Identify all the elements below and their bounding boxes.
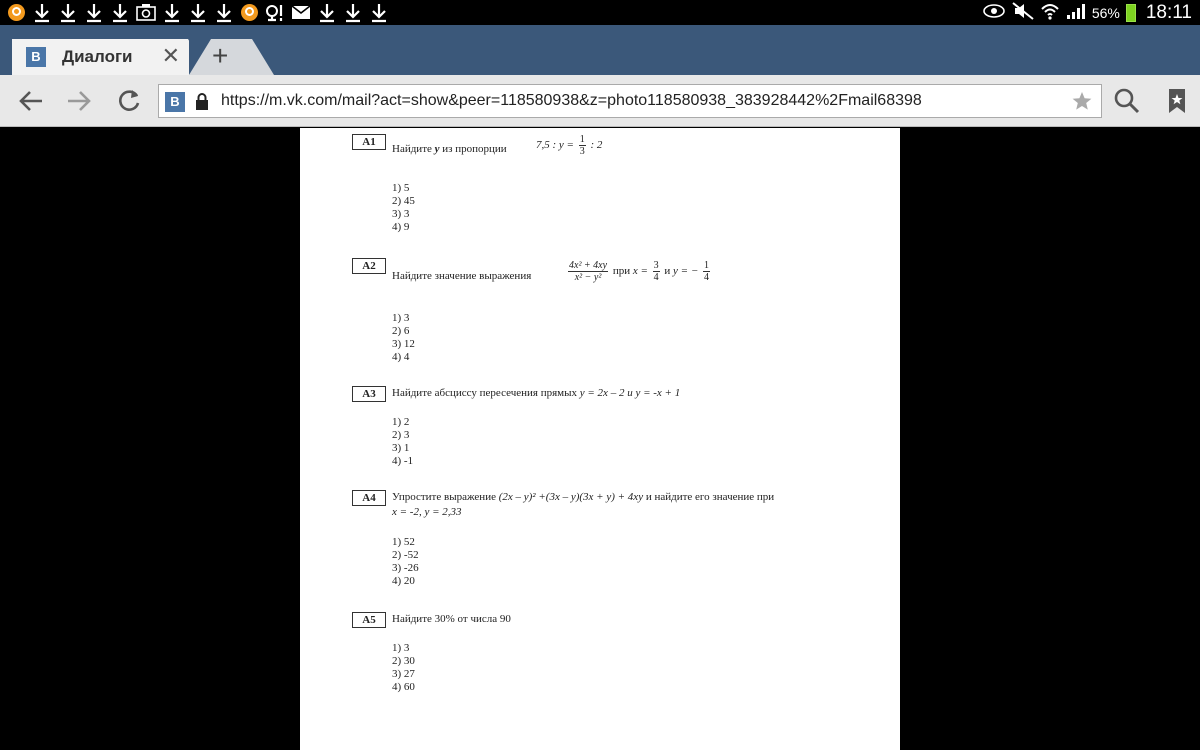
- download-icon: [368, 2, 390, 23]
- signal-icon: [1066, 2, 1086, 23]
- answer-list: [392, 416, 413, 468]
- bookmark-icon: [1162, 86, 1192, 116]
- clock: 18:11: [1145, 1, 1192, 23]
- system-icons: [982, 0, 1192, 25]
- answer-option: 1) 3: [392, 312, 410, 324]
- answer-option: 3) 3: [392, 208, 410, 220]
- answer-option: 4) 9: [392, 221, 410, 233]
- question-label: А2: [352, 258, 386, 274]
- bookmark-star-icon[interactable]: [1071, 90, 1093, 117]
- download-icon: [109, 2, 131, 23]
- answer-option: 1) 2: [392, 416, 410, 428]
- question-text: Найдите 30% от числа 90: [392, 613, 511, 625]
- question-label: А1: [352, 134, 386, 150]
- tab-dialogs[interactable]: [12, 39, 188, 75]
- question-text: Найдите значение выражения: [392, 270, 532, 282]
- answer-option: 4) -1: [392, 455, 414, 467]
- tab-title: Диалоги: [62, 47, 133, 66]
- answer-option: 1) 5: [392, 182, 410, 194]
- mail-icon: [290, 2, 312, 23]
- odnoklassniki-icon: [241, 4, 258, 21]
- tab-bar: [0, 25, 1200, 75]
- download-icon: [57, 2, 79, 23]
- download-icon: [31, 2, 53, 23]
- answer-list: [392, 312, 415, 364]
- question-label: А5: [352, 612, 386, 628]
- question-text: Найдите абсциссу пересечения прямых у = 2х – 2 и у = -х + 1: [392, 387, 681, 399]
- answer-option: 4) 20: [392, 575, 415, 587]
- answer-option: 3) 27: [392, 668, 415, 680]
- answer-option: 2) 6: [392, 325, 410, 337]
- answer-option: 2) 45: [392, 195, 415, 207]
- status-bar: [0, 0, 1200, 25]
- close-tab-icon[interactable]: ✕: [161, 43, 180, 68]
- forward-arrow-icon: [64, 86, 94, 116]
- battery-percent: 56%: [1091, 4, 1120, 21]
- mute-icon: [1012, 2, 1034, 23]
- back-arrow-icon: [16, 86, 46, 116]
- reload-icon: [114, 86, 144, 116]
- download-icon: [316, 2, 338, 23]
- search-button[interactable]: [1112, 86, 1142, 116]
- answer-option: 2) -52: [392, 549, 419, 561]
- answer-list: [392, 642, 415, 694]
- page-viewport: [0, 128, 1200, 750]
- question-text: Упростите выражение (2х – у)² +(3х – у)(3х + у) + 4ху и найдите его значение при: [392, 491, 775, 503]
- answer-option: 1) 52: [392, 536, 415, 548]
- question-label: А4: [352, 490, 386, 506]
- answer-option: 3) -26: [392, 562, 419, 574]
- bookmarks-button[interactable]: [1162, 86, 1192, 116]
- answer-option: 2) 30: [392, 655, 415, 667]
- answer-option: 4) 4: [392, 351, 410, 363]
- question-formula: 7,5 : у = $\frac{1}{3}$ : 2: [536, 134, 603, 157]
- plus-icon: +: [212, 40, 229, 71]
- odnoklassniki-icon: [8, 4, 25, 21]
- search-icon: [1112, 86, 1142, 116]
- download-icon: [83, 2, 105, 23]
- answer-option: 4) 60: [392, 681, 415, 693]
- answer-option: 3) 1: [392, 442, 410, 454]
- question-text-line2: х = -2, у = 2,33: [392, 506, 462, 518]
- question-formula: $\frac{\text{4x² + 4xy}}{\text{x² − y²}}$ при x = $\frac{3}{4}$ и y = − $\frac{1}{4}$: [569, 260, 710, 283]
- browser-toolbar: [0, 75, 1200, 127]
- wifi-icon: [1040, 2, 1060, 23]
- back-button[interactable]: [16, 86, 46, 116]
- download-icon: [161, 2, 183, 23]
- download-icon: [342, 2, 364, 23]
- notification-icons: [6, 2, 390, 23]
- new-tab-button[interactable]: [190, 39, 252, 75]
- answer-option: 3) 12: [392, 338, 415, 350]
- reload-button[interactable]: [114, 86, 144, 116]
- answer-list: [392, 182, 415, 234]
- answer-list: [392, 536, 419, 588]
- question-text: Найдите у из пропорции: [392, 143, 507, 155]
- screenshot-icon: [135, 2, 157, 23]
- photo-document[interactable]: [300, 128, 900, 750]
- lock-icon: [195, 93, 209, 116]
- notification-icon: [264, 2, 286, 23]
- eye-icon: [982, 3, 1006, 22]
- download-icon: [213, 2, 235, 23]
- question-label: А3: [352, 386, 386, 402]
- battery-icon: [1126, 4, 1136, 22]
- vk-favicon-icon: В: [26, 47, 46, 67]
- forward-button[interactable]: [64, 86, 94, 116]
- answer-option: 1) 3: [392, 642, 410, 654]
- address-bar[interactable]: [158, 84, 1102, 118]
- download-icon: [187, 2, 209, 23]
- vk-favicon-icon: В: [165, 92, 185, 112]
- answer-option: 2) 3: [392, 429, 410, 441]
- url-text: https://m.vk.com/mail?act=show&peer=118580938&z=photo118580938_383928442%2Fmail68398: [221, 92, 922, 109]
